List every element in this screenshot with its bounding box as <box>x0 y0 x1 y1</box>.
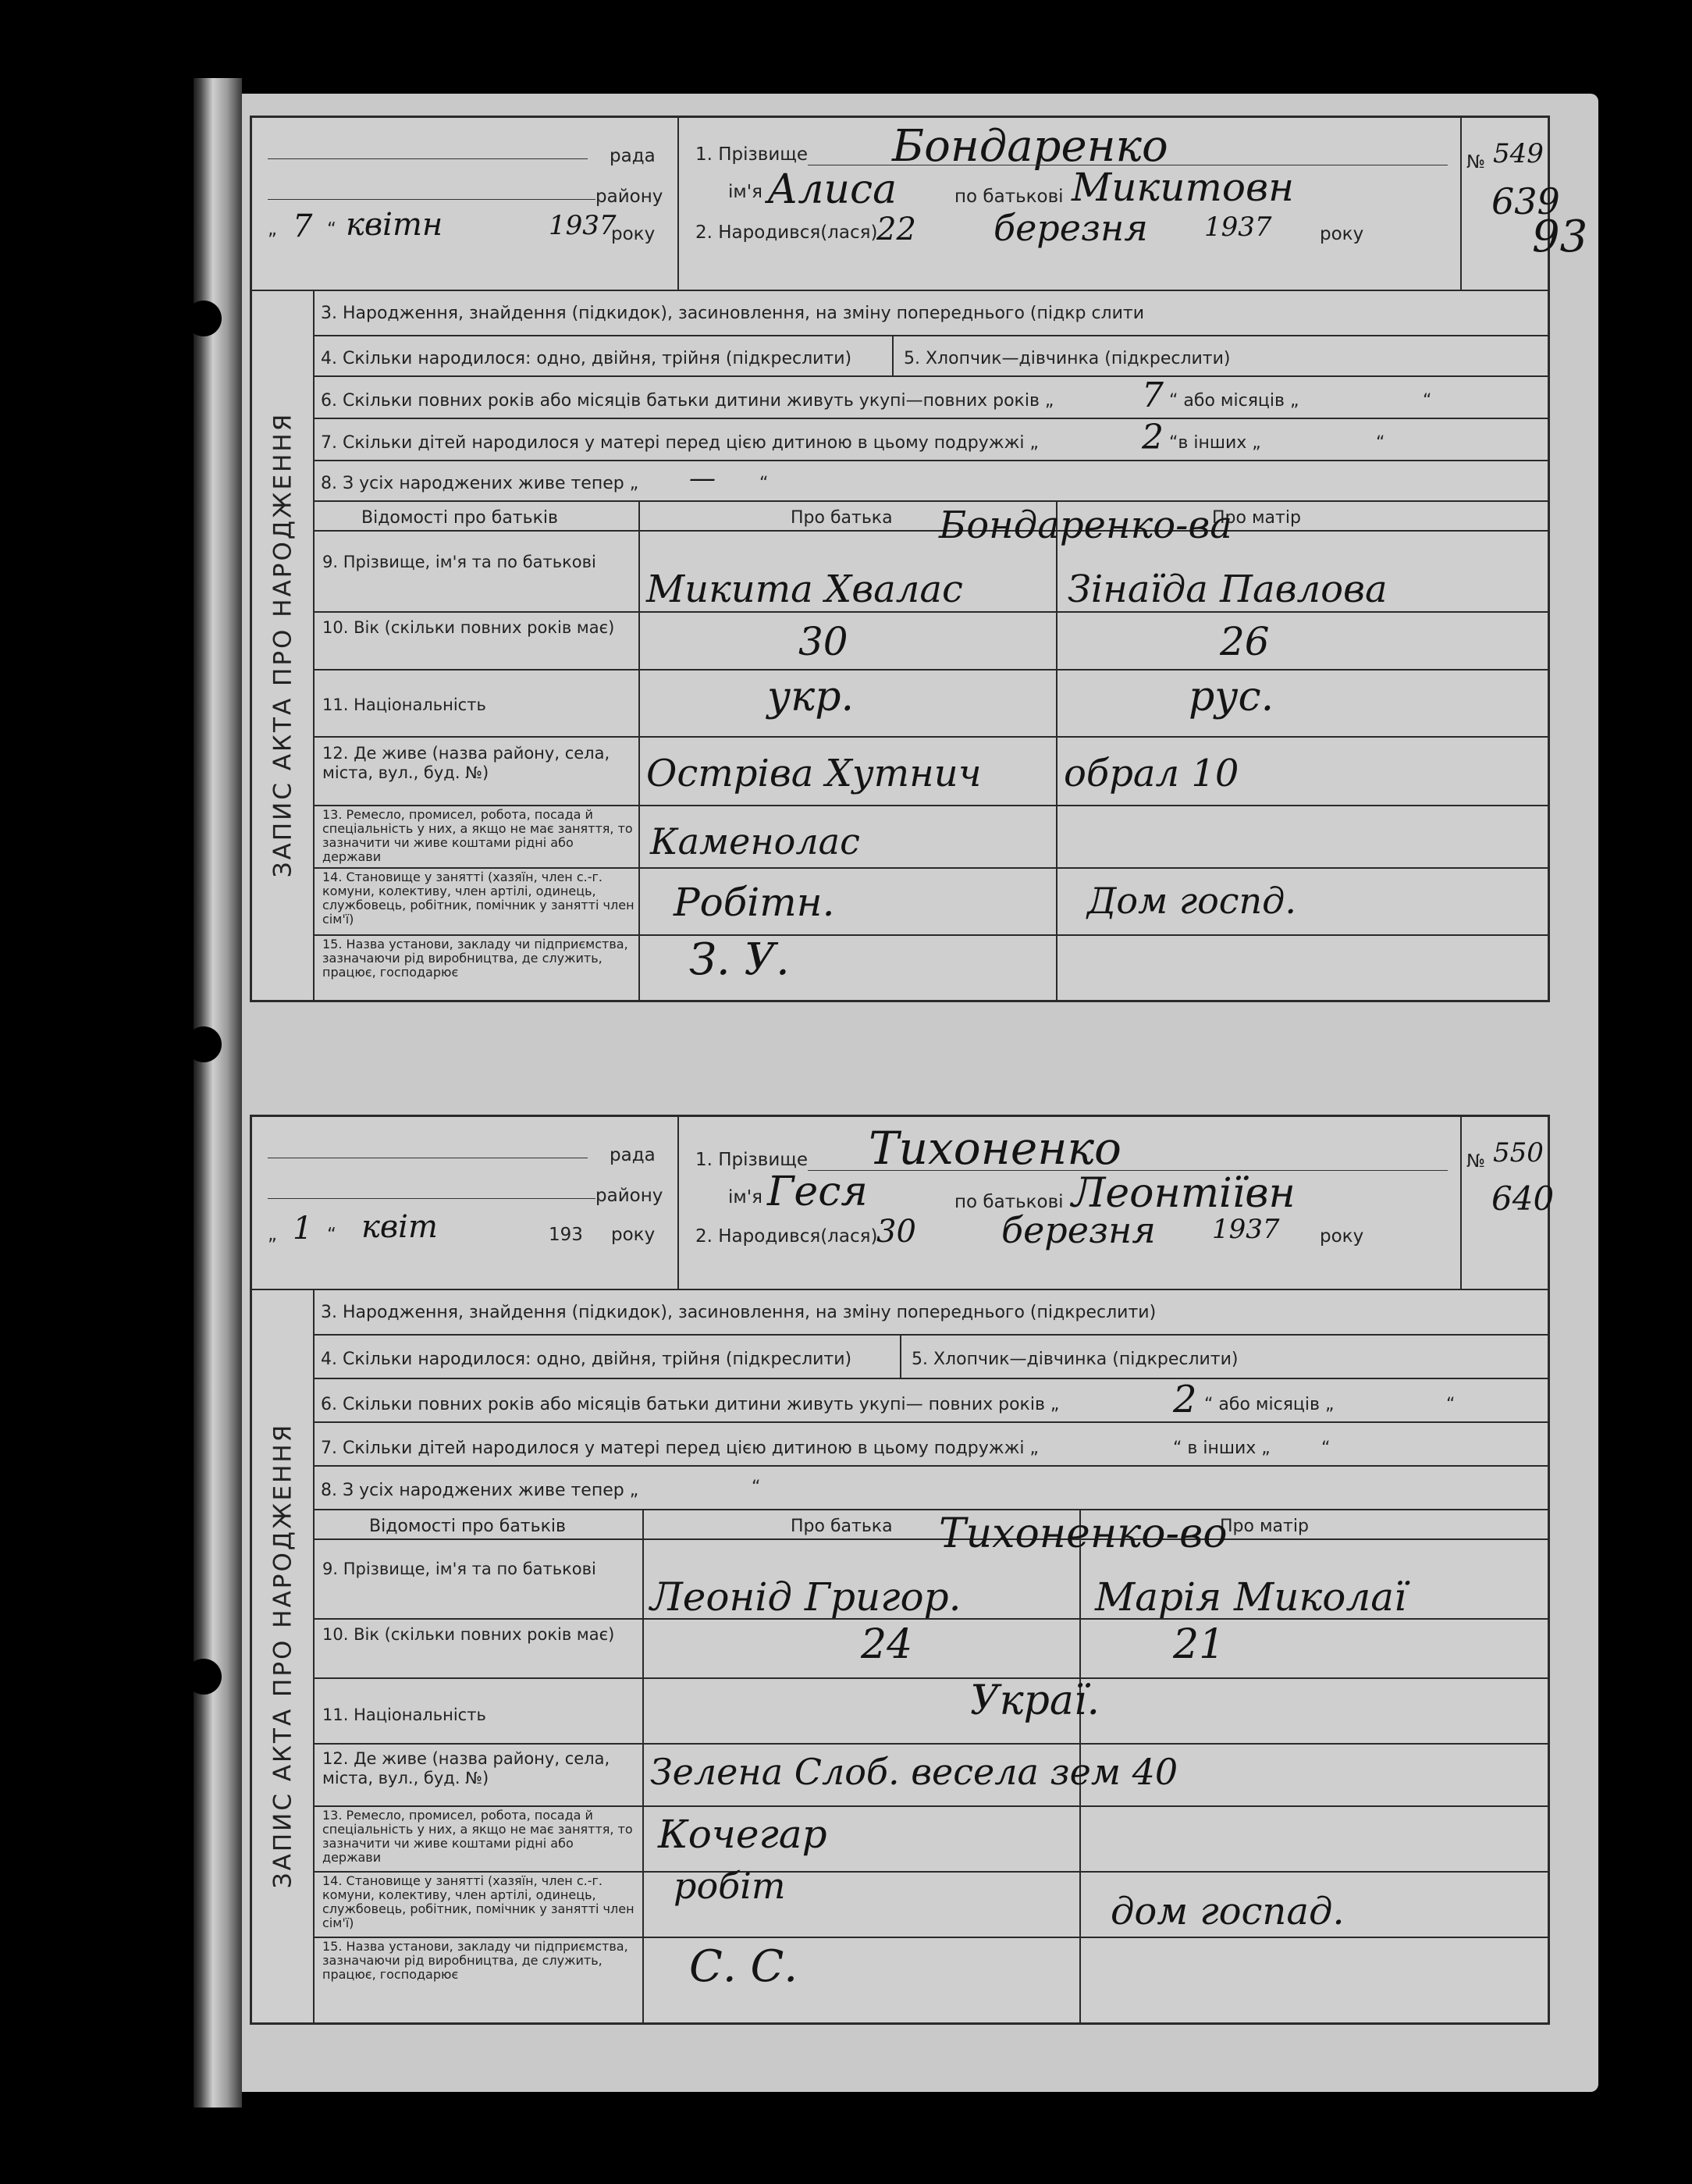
q15-label: 15. Назва установи, закладу чи підприємства, зазначаючи рід виробництва, де служить, працює, господарює <box>322 1939 628 1982</box>
father-age: 30 <box>798 619 848 664</box>
q2-label: 2. Народився(лася) <box>695 222 878 243</box>
number-label: № <box>1466 1151 1485 1172</box>
number-label: № <box>1466 152 1485 173</box>
record-header <box>252 118 1560 291</box>
raion-label: району <box>595 187 663 207</box>
q14-label: 14. Становище у занятті (хазяїн, член с.-г. комуни, колективу, член артілі, одинець, службовець, робітник, помічник у занятті член сім'ї) <box>322 870 634 927</box>
row-6: 6. Скільки повних років або місяців батьки дитини живуть укупі— повних років „ <box>321 1395 1060 1414</box>
mother-name: Зінаїда Павлова <box>1068 567 1388 611</box>
reg-month: квітн <box>346 207 443 243</box>
record-number-2: 639 <box>1491 180 1560 222</box>
q15-label: 15. Назва установи, закладу чи підприємства, зазначаючи рід виробництва, де служить, працює, господарює <box>322 937 628 980</box>
child-name: Геся <box>767 1168 868 1215</box>
q9-label: 9. Прізвище, ім'я та по батькові <box>322 1560 596 1578</box>
row-7-value: 2 <box>1142 418 1164 457</box>
rok2-label: року <box>1320 1226 1364 1247</box>
record-number: 549 <box>1493 138 1544 169</box>
father-status: Робітн. <box>674 880 835 925</box>
q1-surname-label: 1. Прізвище <box>695 144 809 165</box>
row-4: 4. Скільки народилося: одно, двійня, трійня (підкреслити) <box>321 1350 852 1369</box>
father-name: Микита Хвалас <box>646 567 963 611</box>
row-7: 7. Скільки дітей народилося у матері перед цією дитиною в цьому подружжі „ <box>321 1439 1039 1458</box>
occupation: Каменолас <box>650 820 860 863</box>
binding-strip <box>194 78 242 2108</box>
child-surname: Тихоненко <box>869 1122 1121 1175</box>
birth-day: 30 <box>876 1214 916 1250</box>
row-5: 5. Хлопчик—дівчинка (підкреслити) <box>912 1350 1239 1369</box>
address: Остріва Хутнич <box>646 752 982 795</box>
q1-patronymic-label: по батькові <box>954 1192 1064 1212</box>
row-8: 8. З усіх народжених живе тепер „ <box>321 1481 639 1500</box>
institution: С. С. <box>689 1941 798 1992</box>
raion-label: району <box>595 1186 663 1206</box>
rok-label: року <box>611 224 656 244</box>
record-header <box>252 1117 1555 1290</box>
col-mother-header: Про матір <box>1212 508 1301 528</box>
mother-surname: Бондаренко-ва <box>939 503 1232 547</box>
child-patronymic: Микитовн <box>1072 165 1295 210</box>
child-name: Алиса <box>767 166 898 213</box>
mother-age: 21 <box>1173 1621 1225 1668</box>
child-patronymic: Леонтіївн <box>1072 1170 1296 1217</box>
q10-label: 10. Вік (скільки повних років має) <box>322 618 615 637</box>
father-nationality: укр. <box>767 674 855 720</box>
occupation: Кочегар <box>658 1812 827 1857</box>
reg-day: 7 <box>293 208 313 244</box>
mother-status: Дом госпд. <box>1087 880 1296 922</box>
q2-label: 2. Народився(лася) <box>695 1226 878 1247</box>
side-label-box <box>252 1289 315 2022</box>
rada-label: рада <box>610 1145 656 1165</box>
side-label-box <box>252 290 315 1000</box>
record-number-2: 640 <box>1491 1179 1555 1218</box>
row-3: 3. Народження, знайдення (підкидок), засиновлення, на зміну попереднього (підкреслити) <box>321 1303 1157 1322</box>
rok2-label: року <box>1320 224 1364 244</box>
col-father-header: Про батька <box>791 1517 893 1536</box>
nationality: Украї. <box>970 1677 1100 1724</box>
birth-day: 22 <box>876 212 916 247</box>
reg-year: 193 <box>549 1225 583 1245</box>
record-side-label: ЗАПИС АКТА ПРО НАРОДЖЕННЯ <box>268 411 297 878</box>
q12-label: 12. Де живе (назва району, села, міста, вул., буд. №) <box>322 744 610 782</box>
registration-block: рада району „ 1 “ квіт 193 року <box>252 1117 679 1289</box>
birth-year: 1937 <box>1212 1214 1280 1245</box>
col-label-header: Відомості про батьків <box>361 508 558 528</box>
row-6-years: 7 <box>1142 375 1164 415</box>
row-7: 7. Скільки дітей народилося у матері перед цією дитиною в цьому подружжі „ <box>321 433 1039 453</box>
birth-month: березня <box>994 207 1148 249</box>
address: Зелена Слоб. весела зем 40 <box>650 1751 1178 1793</box>
registration-block: рада району „ 7 “ квітн 1937 року <box>252 118 679 290</box>
address-2: обрал 10 <box>1064 752 1239 795</box>
row-8: 8. З усіх народжених живе тепер „ <box>321 474 639 493</box>
institution: З. У. <box>689 934 790 985</box>
q10-label: 10. Вік (скільки повних років має) <box>322 1625 615 1644</box>
q13-label: 13. Ремесло, промисел, робота, посада й спеціальність у них, а якщо не має заняття, то зазначити чи живе коштами рідні або держави <box>322 1808 633 1865</box>
rada-label: рада <box>610 146 656 166</box>
birth-year: 1937 <box>1204 212 1272 243</box>
row-4: 4. Скільки народилося: одно, двійня, трійня (підкреслити) <box>321 349 852 368</box>
father-name: Леонід Григор. <box>650 1574 962 1620</box>
reg-month: квіт <box>361 1209 438 1245</box>
child-surname: Бондаренко <box>892 121 1168 172</box>
side-mark: 93 <box>1532 212 1588 262</box>
col-father-header: Про батька <box>791 508 893 528</box>
father-age: 24 <box>861 1621 913 1668</box>
row-5: 5. Хлопчик—дівчинка (підкреслити) <box>904 349 1231 368</box>
binding-hole <box>186 1659 222 1695</box>
rok-label: року <box>611 1225 656 1245</box>
record-number-box <box>1460 1117 1555 1289</box>
q13-label: 13. Ремесло, промисел, робота, посада й спеціальність у них, а якщо не має заняття, то зазначити чи живе коштами рідні або держави <box>322 807 633 864</box>
q1-name-label: ім'я <box>728 182 762 202</box>
mother-nationality: рус. <box>1189 674 1274 720</box>
row-8-value: — <box>689 463 716 494</box>
q1-patronymic-label: по батькові <box>954 187 1064 207</box>
mother-age: 26 <box>1220 619 1270 664</box>
binding-hole <box>186 1026 222 1062</box>
q11-label: 11. Національність <box>322 695 486 714</box>
row-7-tail: “в інших „ <box>1169 433 1261 453</box>
q11-label: 11. Національність <box>322 1706 486 1724</box>
row-6-tail: “ або місяців „ <box>1204 1395 1335 1414</box>
mother-surname: Тихоненко-во <box>939 1510 1228 1557</box>
row-6: 6. Скільки повних років або місяців батьки дитини живуть укупі—повних років „ <box>321 391 1054 411</box>
birth-record-1: рада району „ 7 “ квітн 1937 року 1. Прізвище Бондаренко ім'я Алиса по батькові Микитовн 2. Народився(лася) 22 березня 1937 року № 549 639 93 ЗАПИС АКТА ПРО НАРОДЖЕННЯ 3. Народження, знайдення (підкидок), засиновлення, на зміну попереднього (підкр слити 4. Скільки народилося: одно, двійня, трійня (підкреслити) 5. Хлопчик—дівчинка (підкреслити) 6. Скільки повних років або місяців батьки дитини живуть укупі—повних років „ 7 “ або місяців „ “ 7. Скільки дітей народилося у матері перед цією дитиною в цьому подружжі „ 2 “в інших „ “ 8. З усіх народжених живе тепер „ — “ Відомості про батьків Про батька Про матір 9. Прізвище, ім'я та по батькові Бондаренко-ва Микита Хвалас Зінаїда Павлова 10. Вік (скільки повних років має) 30 26 11. Національність укр. рус. 12. Де живе (назва району, села, міста, вул., буд. №) Остріва Хутнич обрал 10 13. Ремесло, промисел, робота, посада й спеціальність у них, а якщо не має заняття, то зазначити чи живе коштами рідні або держави Каменолас 14. Становище у занятті (хазяїн, член с.-г. комуни, колективу, член артілі, одинець, службовець, робітник, помічник у занятті член сім'ї) Робітн. Дом госпд. 15. Назва установи, закладу чи підприємства, зазначаючи рід виробництва, де служить, працює, господарює З. У. <box>250 116 1550 1002</box>
binding-hole <box>186 301 222 336</box>
birth-record-2: рада району „ 1 “ квіт 193 року 1. Прізвище Тихоненко ім'я Геся по батькові Леонтіївн 2. Народився(лася) 30 березня 1937 року № 550 640 ЗАПИС АКТА ПРО НАРОДЖЕННЯ 3. Народження, знайдення (підкидок), засиновлення, на зміну попереднього (підкреслити) 4. Скільки народилося: одно, двійня, трійня (підкреслити) 5. Хлопчик—дівчинка (підкреслити) 6. Скільки повних років або місяців батьки дитини живуть укупі— повних років „ 2 “ або місяців „ “ 7. Скільки дітей народилося у матері перед цією дитиною в цьому подружжі „ “ в інших „ “ 8. З усіх народжених живе тепер „ “ Відомості про батьків Про батька Про матір 9. Прізвище, ім'я та по батькові Тихоненко-во Леонід Григор. Марія Миколаї 10. Вік (скільки повних років має) 24 21 11. Національність Украї. 12. Де живе (назва району, села, міста, вул., буд. №) Зелена Слоб. весела зем 40 13. Ремесло, промисел, робота, посада й спеціальність у них, а якщо не має заняття, то зазначити чи живе коштами рідні або держави Кочегар 14. Становище у занятті (хазяїн, член с.-г. комуни, колективу, член артілі, одинець, службовець, робітник, помічник у занятті член сім'ї) робіт дом госпад. 15. Назва установи, закладу чи підприємства, зазначаючи рід виробництва, де служить, працює, господарює С. С. <box>250 1115 1550 2025</box>
row-6-tail: “ або місяців „ <box>1169 391 1299 411</box>
reg-day: 1 <box>293 1211 313 1247</box>
q12-label: 12. Де живе (назва району, села, міста, вул., буд. №) <box>322 1749 610 1787</box>
mother-status: дом госпад. <box>1111 1890 1345 1933</box>
row-6-years: 2 <box>1173 1378 1197 1421</box>
q9-label: 9. Прізвище, ім'я та по батькові <box>322 553 596 571</box>
reg-year: 1937 <box>549 210 617 241</box>
record-side-label: ЗАПИС АКТА ПРО НАРОДЖЕННЯ <box>268 1422 297 1889</box>
col-mother-header: Про матір <box>1220 1517 1309 1536</box>
col-label-header: Відомості про батьків <box>369 1517 566 1536</box>
row-3: 3. Народження, знайдення (підкидок), засиновлення, на зміну попереднього (підкр слити <box>321 304 1145 323</box>
birth-month: березня <box>1001 1209 1156 1251</box>
q1-name-label: ім'я <box>728 1187 762 1208</box>
father-status: робіт <box>674 1865 786 1907</box>
mother-name: Марія Миколаї <box>1095 1574 1406 1620</box>
q1-surname-label: 1. Прізвище <box>695 1150 809 1170</box>
row-7-tail: “ в інших „ <box>1173 1439 1271 1458</box>
q14-label: 14. Становище у занятті (хазяїн, член с.-г. комуни, колективу, член артілі, одинець, службовець, робітник, помічник у занятті член сім'ї) <box>322 1873 634 1930</box>
record-number: 550 <box>1493 1137 1544 1168</box>
